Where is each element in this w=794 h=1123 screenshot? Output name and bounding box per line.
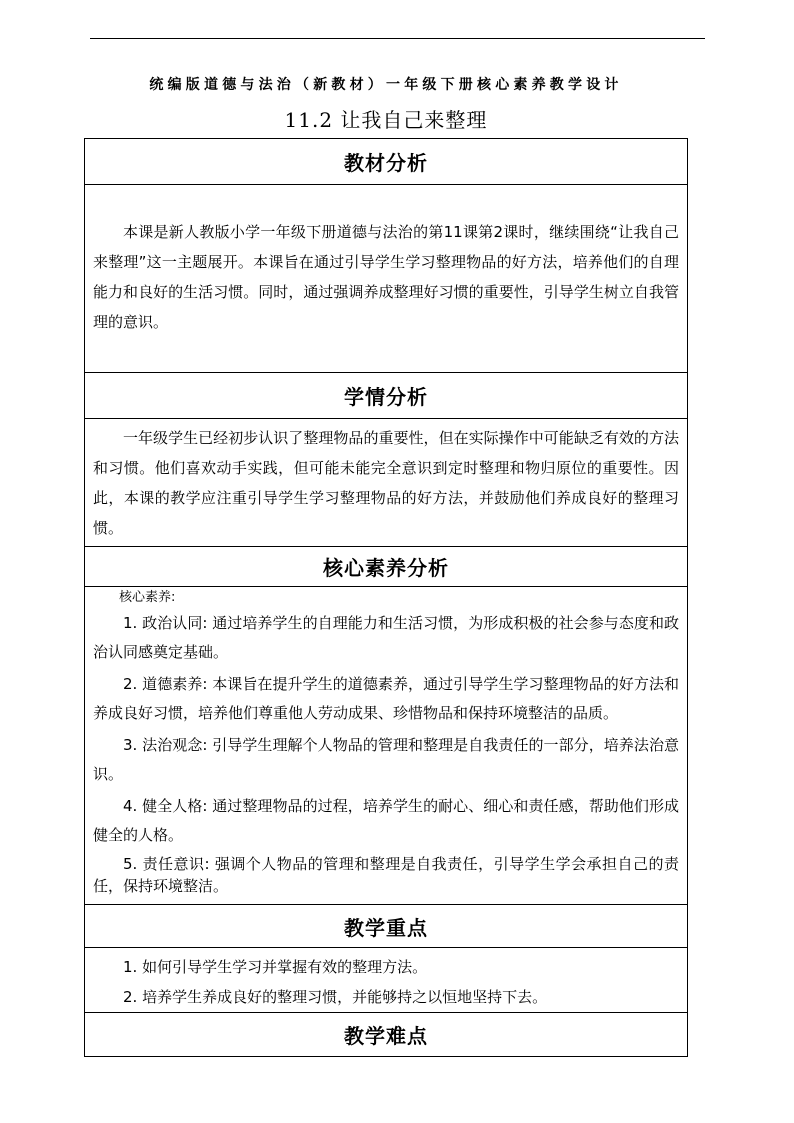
page-title: 11.2 让我自己来整理 bbox=[284, 108, 488, 132]
section-heading-competency: 核心素养分析 bbox=[85, 547, 687, 587]
section-body-keypoints bbox=[85, 948, 687, 1013]
competency-item: 4. 健全人格: 通过整理物品的过程，培养学生的耐心、细心和责任感，帮助他们形成健全的人格。 bbox=[93, 797, 679, 844]
competency-item: 3. 法治观念: 引导学生理解个人物品的管理和整理是自我责任的一部分，培养法治意识。 bbox=[93, 736, 679, 783]
competency-item: 2. 道德素养: 本课旨在提升学生的道德素养，通过引导学生学习整理物品的好方法和养成良好习惯，培养他们尊重他人劳动成果、珍惜物品和保持环境整洁的品质。 bbox=[93, 675, 679, 722]
section-heading-keypoints: 教学重点 bbox=[85, 905, 687, 948]
competency-item: 5. 责任意识: 强调个人物品的管理和整理是自我责任，引导学生学会承担自己的责任，保持环境整洁。 bbox=[93, 855, 679, 895]
section-heading-textbook: 教材分析 bbox=[85, 139, 687, 185]
section-heading-learners: 学情分析 bbox=[85, 373, 687, 419]
section-heading-difficulties: 教学难点 bbox=[344, 1024, 428, 1048]
competency-item: 1. 政治认同: 通过培养学生的自理能力和生活习惯，为形成积极的社会参与态度和政治认同感奠定基础。 bbox=[93, 614, 679, 661]
section-body-competency bbox=[85, 587, 687, 905]
keypoint-item: 2. 培养学生养成良好的整理习惯，并能够持之以恒地坚持下去。 bbox=[123, 988, 548, 1006]
competency-label: 核心素养: bbox=[119, 590, 176, 605]
keypoint-item: 1. 如何引导学生学习并掌握有效的整理方法。 bbox=[123, 958, 428, 976]
lesson-plan-table bbox=[84, 138, 688, 1057]
series-header: 统编版道德与法治（新教材）一年级下册核心素养教学设计 bbox=[149, 77, 623, 93]
learners-paragraph: 一年级学生已经初步认识了整理物品的重要性，但在实际操作中可能缺乏有效的方法和习惯。他们喜欢动手实践，但可能未能完全意识到定时整理和物归原位的重要性。因此，本课的教学应注重引导学生学习整理物品的好方法，并鼓励他们养成良好的整理习惯。 bbox=[93, 429, 679, 537]
section-body-learners bbox=[85, 419, 687, 547]
header-rule bbox=[90, 38, 705, 39]
section-body-textbook bbox=[85, 185, 687, 373]
textbook-paragraph: 本课是新人教版小学一年级下册道德与法治的第11课第2课时，继续围绕“让我自己来整理”这一主题展开。本课旨在通过引导学生学习整理物品的好方法，培养他们的自理能力和良好的生活习惯。同时，通过强调养成整理好习惯的重要性，引导学生树立自我管理的意识。 bbox=[93, 223, 679, 331]
